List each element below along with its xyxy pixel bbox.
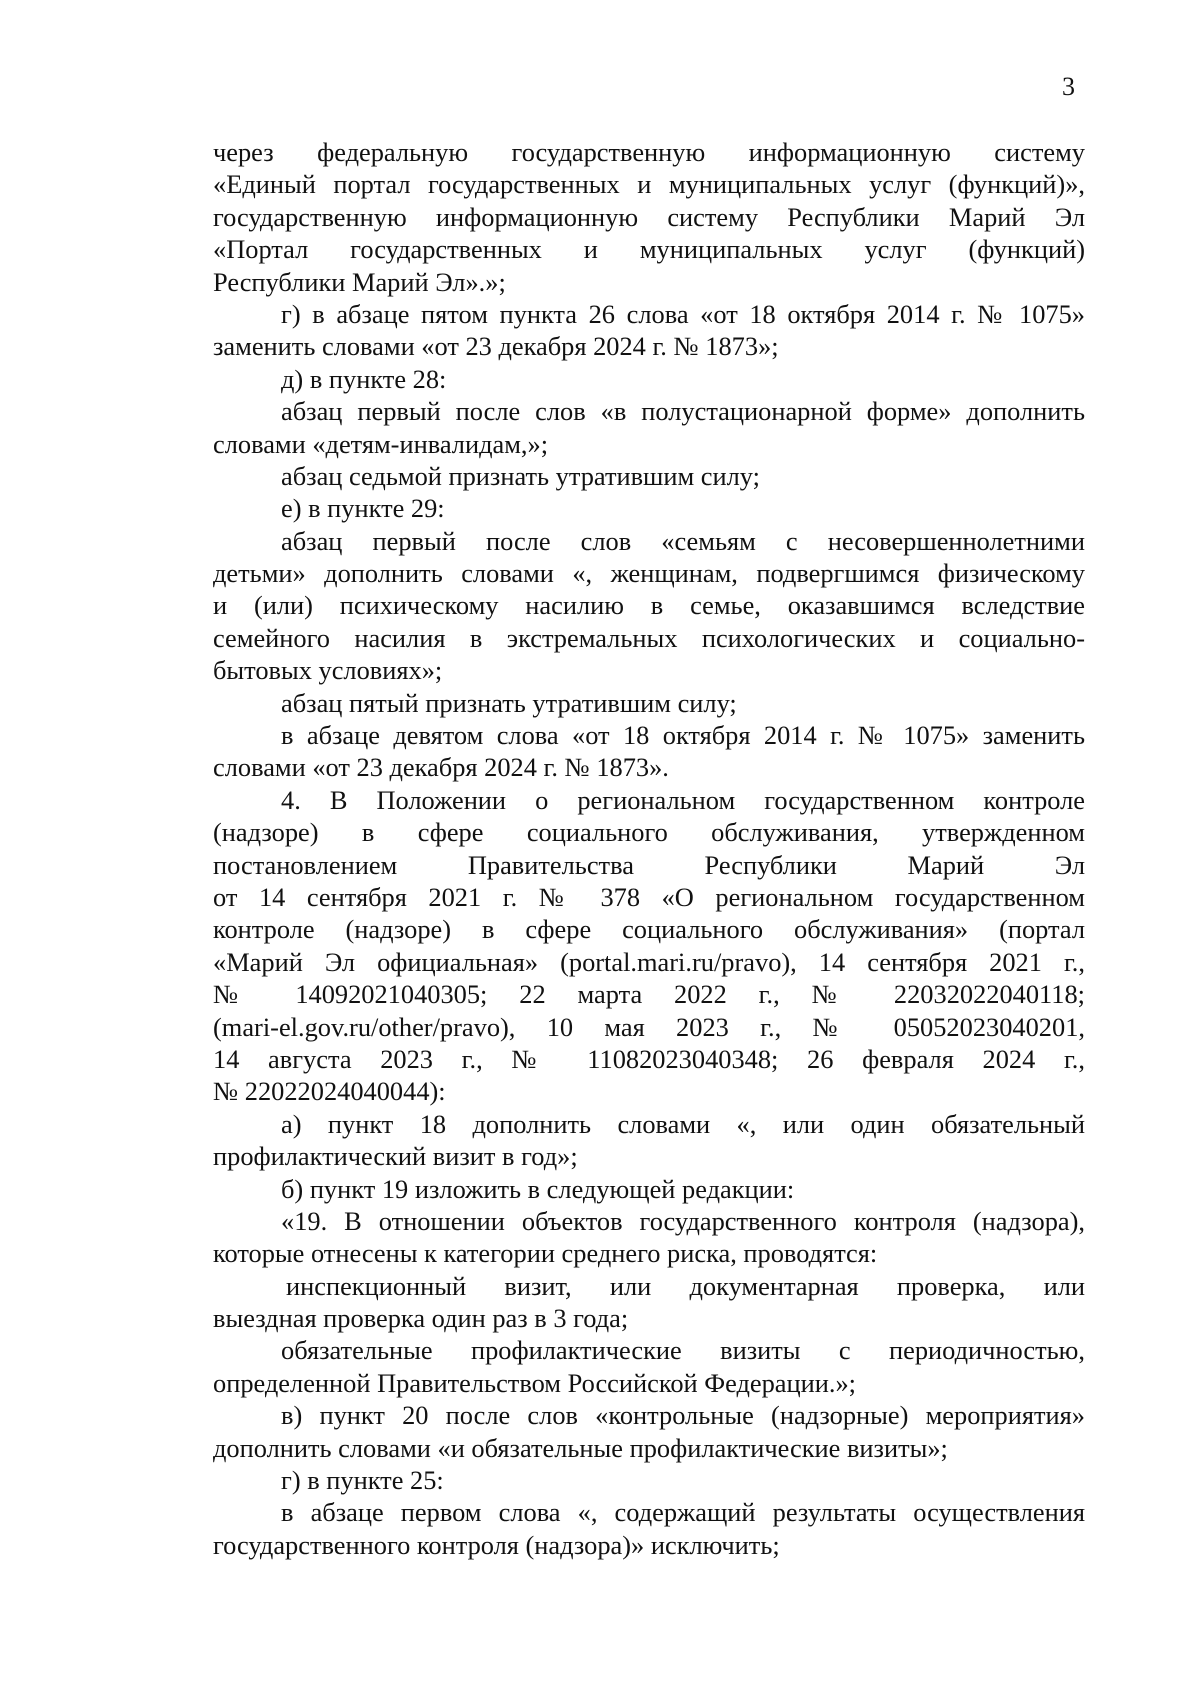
text-line: государственного контроля (надзора)» исключить;: [213, 1529, 780, 1560]
text-line: «Единый портал государственных и муниципальных услуг (функций)»,: [213, 169, 1085, 200]
text-line: «Марий Эл официальная» (portal.mari.ru/pravo), 14 сентября 2021 г.,: [213, 946, 1085, 977]
text-line: в абзаце девятом слова «от 18 октября 2014 г. № 1075» заменить: [281, 720, 1085, 751]
text-line: абзац первый после слов «в полустационарной форме» дополнить: [281, 396, 1085, 427]
text-line: № 14092021040305; 22 марта 2022 г., № 22032022040118;: [213, 979, 1085, 1010]
text-line: обязательные профилактические визиты с периодичностью,: [281, 1335, 1085, 1366]
text-line: через федеральную государственную информационную систему: [213, 137, 1085, 167]
text-line: 4. В Положении о региональном государственном контроле: [281, 784, 1085, 815]
text-line: контроле (надзоре) в сфере социального обслуживания» (портал: [213, 914, 1085, 945]
text-line: дополнить словами «и обязательные профилактические визиты»;: [213, 1432, 948, 1463]
text-line: которые отнесены к категории среднего риска, проводятся:: [213, 1238, 878, 1269]
text-line: профилактический визит в год»;: [213, 1141, 578, 1172]
text-line: «19. В отношении объектов государственного контроля (надзора),: [281, 1205, 1085, 1236]
text-line: определенной Правительством Российской Федерации.»;: [213, 1367, 857, 1398]
text-line: а) пункт 18 дополнить словами «, или один обязательный: [281, 1108, 1085, 1139]
text-line: в абзаце первом слова «, содержащий результаты осуществления: [281, 1497, 1085, 1528]
document-body: [213, 136, 1085, 1561]
text-line: № 22022024040044):: [213, 1076, 446, 1107]
text-line: государственную информационную систему Республики Марий Эл: [213, 201, 1085, 232]
text-line: инспекционный визит, или документарная проверка, или: [286, 1270, 1085, 1301]
text-line: (mari-el.gov.ru/other/pravo), 10 мая 2023 г., № 05052023040201,: [213, 1011, 1085, 1042]
text-line: бытовых условиях»;: [213, 655, 443, 686]
text-line: Республики Марий Эл».»;: [213, 266, 506, 297]
text-line: «Портал государственных и муниципальных услуг (функций): [213, 234, 1085, 265]
text-line: детьми» дополнить словами «, женщинам, подвергшимся физическому: [213, 558, 1085, 589]
text-line: словами «от 23 декабря 2024 г. № 1873».: [213, 752, 669, 783]
text-line: в) пункт 20 после слов «контрольные (надзорные) мероприятия»: [281, 1400, 1085, 1431]
text-line: и (или) психическому насилию в семье, оказавшимся вследствие: [213, 590, 1085, 621]
text-line: абзац первый после слов «семьям с несовершеннолетними: [281, 525, 1085, 556]
text-line: (надзоре) в сфере социального обслуживания, утвержденном: [213, 817, 1085, 848]
text-line: выездная проверка один раз в 3 года;: [213, 1303, 629, 1334]
text-line: заменить словами «от 23 декабря 2024 г. № 1873»;: [213, 331, 779, 362]
text-line: абзац пятый признать утратившим силу;: [281, 687, 737, 718]
text-line: е) в пункте 29:: [281, 493, 445, 524]
text-line: абзац седьмой признать утратившим силу;: [281, 460, 760, 491]
text-line: г) в пункте 25:: [281, 1465, 444, 1496]
text-line: словами «детям-инвалидам,»;: [213, 428, 549, 459]
text-line: постановлением Правительства Республики Марий Эл: [213, 849, 1085, 880]
text-line: 14 августа 2023 г., № 11082023040348; 26 февраля 2024 г.,: [213, 1043, 1085, 1074]
page-number: 3: [1062, 72, 1075, 101]
text-line: г) в абзаце пятом пункта 26 слова «от 18 октября 2014 г. № 1075»: [281, 298, 1085, 329]
text-line: д) в пункте 28:: [281, 363, 447, 394]
text-line: от 14 сентября 2021 г. № 378 «О региональном государственном: [213, 881, 1085, 912]
text-line: семейного насилия в экстремальных психологических и социально-: [213, 622, 1085, 653]
text-line: б) пункт 19 изложить в следующей редакции:: [281, 1173, 795, 1204]
